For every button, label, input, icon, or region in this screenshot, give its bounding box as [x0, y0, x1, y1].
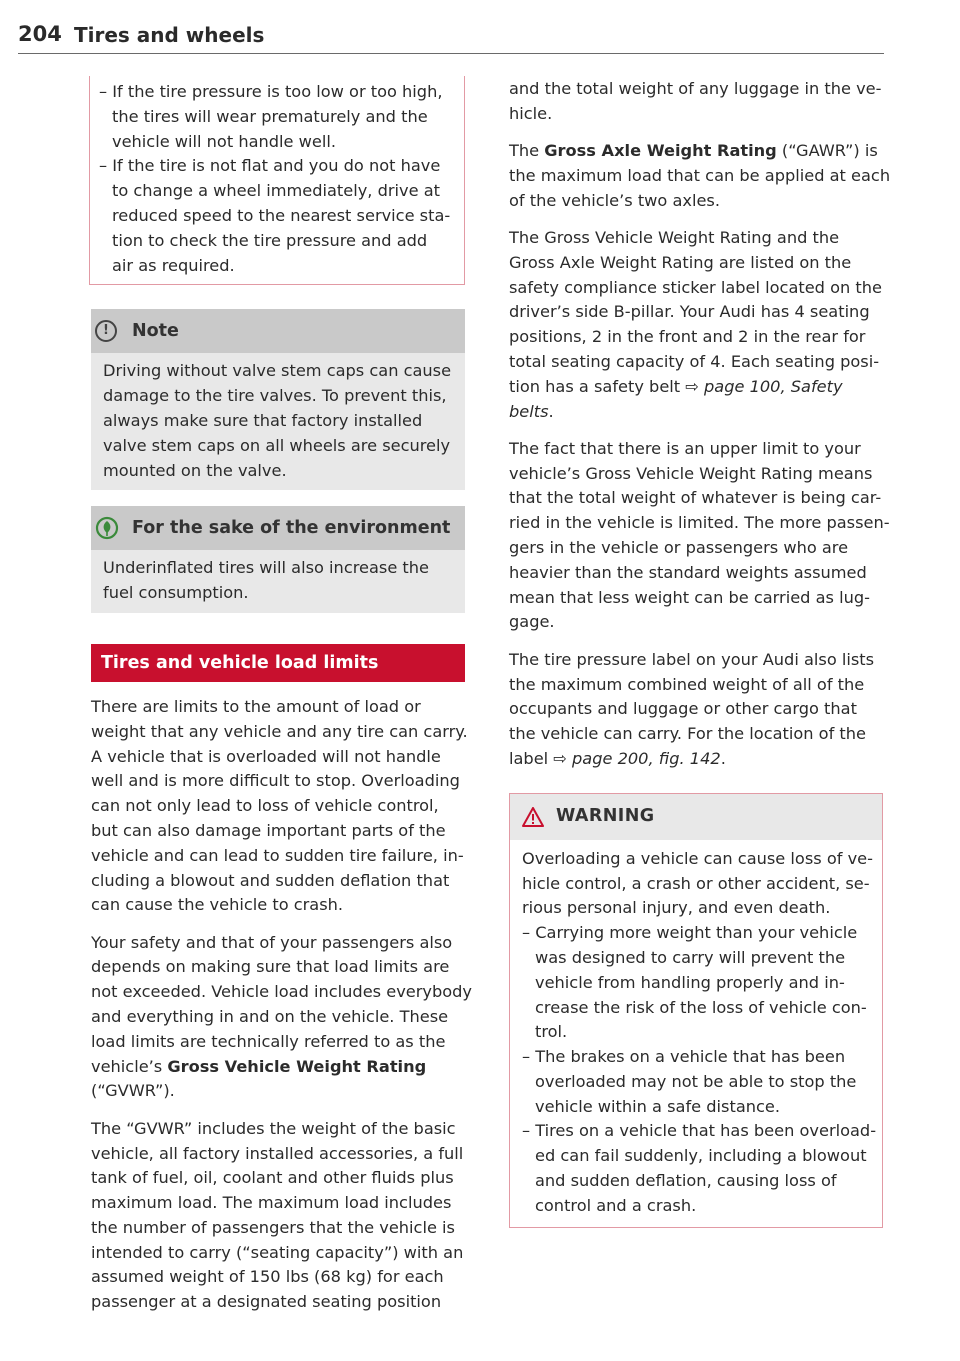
- warning-body: [510, 840, 882, 1227]
- text-line: The fact that there is an upper limit to your: [509, 438, 861, 458]
- text-line: Your safety and that of your passengers also: [91, 932, 453, 952]
- text-line: the tires will wear prematurely and the: [112, 106, 428, 126]
- text-line: safety compliance sticker label located on the: [509, 277, 882, 297]
- text-line: the maximum load that can be applied at each: [509, 165, 891, 185]
- text-line: depends on making sure that load limits are: [91, 957, 450, 977]
- text-line: – Carrying more weight than your vehicle: [522, 923, 858, 943]
- text-line: and everything in and on the vehicle. These: [91, 1007, 449, 1027]
- text-line: label ⇨ page 200, fig. 142.: [509, 748, 726, 768]
- load-limits-heading: Tires and vehicle load limits: [91, 644, 465, 682]
- text-line: overloaded may not be able to stop the: [535, 1071, 857, 1091]
- text-line: ed can fail suddenly, including a blowout: [535, 1146, 867, 1166]
- environment-body: [91, 550, 465, 613]
- text-line: There are limits to the amount of load or: [91, 696, 421, 716]
- note-title: Note: [132, 320, 179, 341]
- text-line: of the vehicle’s two axles.: [509, 190, 721, 210]
- text-line: always make sure that factory installed: [103, 410, 423, 430]
- text-line: belts.: [509, 401, 554, 421]
- text-line: load limits are technically referred to as the: [91, 1031, 446, 1051]
- text-line: vehicle and can lead to sudden tire failure, in-: [91, 845, 464, 865]
- text-line: vehicle will not handle well.: [112, 131, 336, 151]
- load-paragraph-2: [91, 931, 473, 1105]
- environment-box: [91, 506, 465, 613]
- text-line: heavier than the standard weights assumed: [509, 562, 867, 582]
- warning-bullet-2: [522, 1045, 874, 1119]
- text-line: vehicle’s Gross Vehicle Weight Rating means: [509, 463, 873, 483]
- pressure-bullet-1: [99, 80, 464, 154]
- text-line: total seating capacity of 4. Each seating posi-: [509, 351, 880, 371]
- text-line: occupants and luggage or other cargo that: [509, 699, 857, 719]
- text-line: vehicle from handling properly and in-: [535, 972, 845, 992]
- text-line: vehicle’s Gross Vehicle Weight Rating: [91, 1056, 427, 1076]
- text-line: fuel consumption.: [103, 583, 249, 603]
- exclamation-circle-icon: !: [95, 320, 117, 342]
- text-line: Driving without valve stem caps can cause: [103, 361, 452, 381]
- text-line: and the total weight of any luggage in the ve-: [509, 79, 882, 98]
- text-line: – Tires on a vehicle that has been overload-: [522, 1121, 877, 1141]
- right-paragraph-3: [509, 226, 883, 424]
- warning-bullet-1: [522, 921, 874, 1045]
- text-line: control and a crash.: [535, 1195, 697, 1215]
- warning-bullet-3: [522, 1119, 877, 1218]
- text-line: weight that any vehicle and any tire can carry.: [91, 721, 468, 741]
- warning-header: [510, 794, 882, 840]
- text-line: maximum load. The maximum load includes: [91, 1193, 452, 1213]
- text-line: and sudden deflation, causing loss of: [535, 1171, 837, 1191]
- text-line: rious personal injury, and even death.: [522, 898, 831, 918]
- text-line: reduced speed to the nearest service sta-: [112, 205, 451, 225]
- warning-triangle-icon: [522, 807, 544, 827]
- text-line: hicle control, a crash or other accident, se-: [522, 873, 870, 893]
- text-line: trol.: [535, 1022, 568, 1042]
- text-line: ried in the vehicle is limited. The more passen-: [509, 513, 890, 533]
- environment-leaf-icon: [95, 516, 119, 540]
- text-line: tank of fuel, oil, coolant and other fluids plus: [91, 1168, 454, 1188]
- text-line: valve stem caps on all wheels are securely: [103, 435, 451, 455]
- environment-header: [91, 506, 465, 550]
- pressure-bullet-box: [89, 76, 465, 285]
- text-line: intended to carry (“seating capacity”) with an: [91, 1242, 464, 1262]
- text-line: cluding a blowout and sudden deflation that: [91, 870, 450, 890]
- page-header: [18, 22, 884, 54]
- text-line: tion has a safety belt ⇨ page 100, Safety: [509, 376, 843, 396]
- text-line: Overloading a vehicle can cause loss of ve-: [522, 848, 873, 868]
- text-line: but can also damage important parts of the: [91, 820, 446, 840]
- right-column: [509, 77, 891, 1228]
- text-line: vehicle, all factory installed accessories, a full: [91, 1143, 464, 1163]
- text-line: – The brakes on a vehicle that has been: [522, 1047, 846, 1067]
- text-line: assumed weight of 150 lbs (68 kg) for each: [91, 1267, 444, 1287]
- right-paragraph-5: [509, 648, 883, 772]
- gvwr-term: Gross Vehicle Weight Rating: [167, 1056, 427, 1076]
- warning-box: [509, 793, 883, 1228]
- text-line: driver’s side B-pillar. Your Audi has 4 seating: [509, 302, 870, 322]
- page-number: 204: [18, 22, 62, 46]
- load-paragraph-3: [91, 1117, 465, 1315]
- tire-label-link[interactable]: ⇨ page 200, fig. 142: [553, 748, 721, 768]
- text-line: positions, 2 in the front and 2 in the rear for: [509, 327, 866, 347]
- text-line: vehicle within a safe distance.: [535, 1096, 781, 1116]
- text-line: can not only lead to loss of vehicle control,: [91, 796, 439, 816]
- environment-title: For the sake of the environment: [132, 517, 451, 538]
- left-column: [91, 76, 473, 1328]
- text-line: hicle.: [509, 103, 553, 123]
- text-line: Underinflated tires will also increase the: [103, 558, 429, 578]
- load-paragraph-1: [91, 695, 468, 918]
- text-line: not exceeded. Vehicle load includes everybody: [91, 982, 473, 1002]
- gawr-paragraph: [509, 139, 891, 213]
- right-paragraph-1: [509, 77, 883, 127]
- text-line: The Gross Vehicle Weight Rating and the: [509, 227, 840, 247]
- pressure-bullet-2: [99, 154, 464, 278]
- text-line: – If the tire pressure is too low or too high,: [99, 82, 443, 101]
- text-line: crease the risk of the loss of vehicle con-: [535, 997, 867, 1017]
- text-line: the number of passengers that the vehicle is: [91, 1217, 455, 1237]
- text-line: passenger at a designated seating position: [91, 1292, 442, 1312]
- note-box: [91, 309, 465, 490]
- text-line: air as required.: [112, 255, 235, 275]
- text-line: was designed to carry will prevent the: [535, 947, 846, 967]
- text-line: mean that less weight can be carried as lug-: [509, 587, 870, 607]
- gawr-term: Gross Axle Weight Rating: [544, 141, 777, 161]
- text-line: gage.: [509, 612, 555, 632]
- note-body: [91, 353, 465, 490]
- note-header: [91, 309, 465, 353]
- text-line: mounted on the valve.: [103, 460, 287, 480]
- text-line: – If the tire is not flat and you do not have: [99, 156, 441, 176]
- text-line: The tire pressure label on your Audi also lists: [509, 649, 875, 669]
- text-line: (“GVWR”).: [91, 1081, 175, 1101]
- text-line: Gross Axle Weight Rating are listed on the: [509, 252, 852, 272]
- text-line: the maximum combined weight of all of the: [509, 674, 865, 694]
- text-line: to change a wheel immediately, drive at: [112, 181, 440, 201]
- text-line: the vehicle can carry. For the location of the: [509, 724, 866, 744]
- section-title: Tires and wheels: [74, 23, 265, 47]
- text-line: well and is more difficult to stop. Overloading: [91, 771, 460, 791]
- text-line: that the total weight of whatever is being car-: [509, 488, 882, 508]
- text-line: damage to the tire valves. To prevent this,: [103, 386, 447, 406]
- warning-title: WARNING: [556, 806, 655, 827]
- text-line: The Gross Axle Weight Rating (“GAWR”) is: [509, 141, 878, 161]
- text-line: can cause the vehicle to crash.: [91, 895, 344, 915]
- right-paragraph-4: [509, 437, 890, 635]
- warning-intro: [522, 847, 874, 921]
- text-line: tion to check the tire pressure and add: [112, 230, 428, 250]
- text-line: gers in the vehicle or passengers who are: [509, 538, 849, 558]
- text-line: The “GVWR” includes the weight of the basic: [91, 1118, 456, 1138]
- text-line: A vehicle that is overloaded will not handle: [91, 746, 441, 766]
- safety-belts-link[interactable]: ⇨ page 100, Safety: [685, 376, 843, 396]
- safety-belts-link-end[interactable]: belts: [509, 401, 549, 421]
